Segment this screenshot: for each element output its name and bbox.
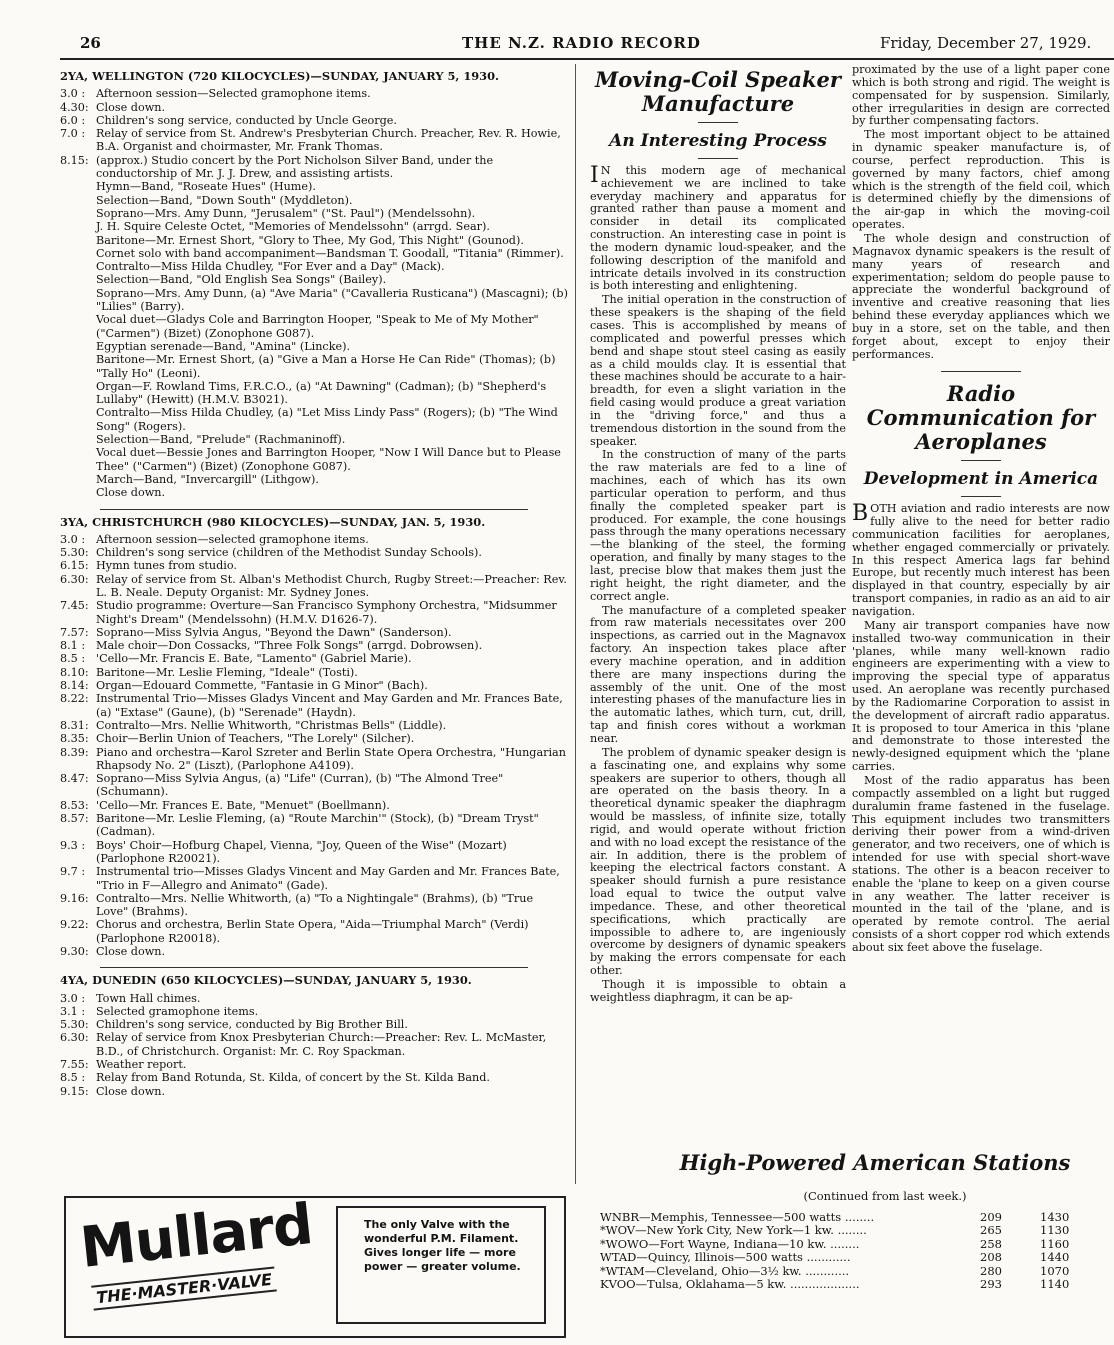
programme-description: Vocal duet—Bessie Jones and Barrington Hooper, "Now I Will Dance but to Please Thee" ("Carmen") (Bizet) (Zonophone G087).	[96, 446, 561, 473]
programme-list	[60, 533, 568, 959]
header-rule	[60, 58, 1114, 60]
article-column-right	[852, 63, 1110, 954]
programme-description: Afternoon session—selected gramophone items.	[96, 532, 369, 546]
station-name: *WTAM—Cleveland, Ohio—3½ kw. ............	[600, 1263, 850, 1278]
ad-tagline: THE·MASTER·VALVE	[91, 1266, 277, 1310]
programme-item	[60, 1071, 568, 1084]
article-paragraph: proximated by the use of a light paper cone which is both strong and rigid. The weight is compensated for by suspension. Similarly, other irregularities in design are corrected by further compensating factors.	[852, 63, 1110, 128]
programme-time: 9.22:	[60, 918, 89, 932]
programme-description: Baritone—Mr. Ernest Short, (a) "Give a Man a Horse He Can Ride" (Thomas); (b) "Tally Ho" (Leoni).	[96, 353, 556, 380]
station-name: WTAD—Quincy, Illinois—500 watts ............	[600, 1250, 851, 1265]
programme-title: 3YA, CHRISTCHURCH (980 KILOCYCLES)—SUNDAY, JAN. 5, 1930.	[60, 514, 486, 529]
programme-description: Relay of service from St. Alban's Methodist Church, Rugby Street:—Preacher: Rev. L. B. Neale. Deputy Organist: Mr. Sydney Jones.	[96, 572, 567, 599]
programme-description: Organ—F. Rowland Tims, F.R.C.O., (a) "At Dawning" (Cadman); (b) "Shepherd's Lullaby" (Hewitt) (H.M.V. B3021).	[96, 379, 547, 407]
programme-description: Soprano—Mrs. Amy Dunn, (a) "Ave Maria" ("Cavalleria Rusticana") (Mascagni); (b) "Lilies" (Barry).	[96, 286, 568, 314]
programme-title: 2YA, WELLINGTON (720 KILOCYCLES)—SUNDAY, JANUARY 5, 1930.	[60, 69, 499, 83]
programme-item	[60, 692, 568, 719]
programme-item	[60, 313, 568, 340]
programme-item	[60, 1018, 568, 1031]
programme-time	[60, 446, 96, 473]
programme-item	[60, 918, 568, 945]
station-metres: 209	[980, 1210, 1002, 1224]
programme-time	[60, 473, 96, 486]
programme-time: 3.1 :	[60, 1004, 86, 1018]
article-subhead: An Interesting Process	[609, 131, 827, 151]
programme-time	[60, 234, 96, 247]
station-kilocycles: 1070	[1040, 1263, 1070, 1278]
programme-description: Vocal duet—Gladys Cole and Barrington Hooper, "Speak to Me of My Mother" ("Carmen") (Bizet) (Zonophone G087).	[96, 313, 539, 340]
programme-description: Instrumental Trio—Misses Gladys Vincent and May Garden and Mr. Frances Bate, (a) "Extase" (Gaune), (b) "Serenade" (Haydn).	[96, 692, 563, 719]
station-name: WNBR—Memphis, Tennessee—500 watts ........	[600, 1210, 875, 1224]
programme-description: Selection—Band, "Down South" (Myddleton).	[96, 193, 353, 207]
programme-time: 8.10:	[60, 665, 89, 679]
programme-item	[60, 626, 568, 639]
article-paragraph: Many air transport companies have now installed two-way communication in their 'planes, while many well-known radio engineers are experimenting with a view to improving the special type of apparatus used. An aeroplane was recently purchased by the Radiomarine Corporation to assist in the development of aircraft radio apparatus. It is proposed to tour America in this 'plane and demonstrate to those interested the newly-designed equipment which the 'plane carries.	[852, 618, 1110, 774]
programme-item	[60, 746, 568, 773]
programme-description: Male choir—Don Cossacks, "Three Folk Songs" (arrgd. Dobrowsen).	[96, 639, 483, 653]
programme-time: 8.22:	[60, 692, 89, 706]
stations-rows	[600, 1211, 1110, 1291]
station-metres: 208	[980, 1250, 1002, 1265]
station-name: *WOV—New York City, New York—1 kw. ........	[600, 1223, 867, 1238]
programme-time	[60, 220, 96, 233]
programme-item	[60, 194, 568, 207]
programme-item	[60, 719, 568, 732]
programme-time	[60, 194, 96, 207]
programme-item	[60, 353, 568, 380]
programme-item	[60, 992, 568, 1005]
programme-time: 9.16:	[60, 891, 89, 905]
programme-description: Afternoon session—Selected gramophone items.	[96, 87, 371, 101]
programme-description: Piano and orchestra—Karol Szreter and Berlin State Opera Orchestra, "Hungarian Rhapsody No. 2" (Liszt), (Parlophone A4109).	[96, 745, 566, 772]
article-subhead: Development in America	[863, 469, 1099, 490]
drop-cap: I	[590, 162, 599, 188]
programme-title: 4YA, DUNEDIN (650 KILOCYCLES)—SUNDAY, JANUARY 5, 1930.	[60, 973, 472, 988]
article-paragraph: I N this modern age of mechanical achievement we are inclined to take everyday machinery and apparatus for granted rather than pause a moment and consider in detail its complicated construction. An interesting case in point is the modern dynamic loud-speaker, and the following description of the manifold and intricate details involved in its construction is both interesting and enlightening.	[590, 162, 846, 293]
programme-item	[60, 406, 568, 433]
programme-description: Children's song service, conducted by Big Brother Bill.	[96, 1018, 408, 1032]
programme-item	[60, 1031, 568, 1058]
subhead-rule	[698, 158, 738, 159]
programme-time: 7.0 :	[60, 127, 86, 141]
masthead-title: THE N.Z. RADIO RECORD	[462, 34, 701, 52]
programme-section	[60, 516, 568, 959]
programme-item	[60, 220, 568, 233]
programme-description: March—Band, "Invercargill" (Lithgow).	[96, 472, 319, 486]
station-metres: 280	[980, 1263, 1002, 1278]
programme-time: 8.39:	[60, 745, 89, 759]
section-divider	[100, 509, 528, 510]
programme-description: Hymn tunes from studio.	[96, 559, 237, 573]
programme-item	[60, 573, 568, 600]
programme-description: Hymn—Band, "Roseate Hues" (Hume).	[96, 180, 316, 194]
station-kilocycles: 1130	[1040, 1223, 1070, 1238]
programme-time: 8.15:	[60, 153, 89, 167]
programme-time: 3.0 :	[60, 532, 86, 546]
station-kilocycles: 1430	[1040, 1210, 1070, 1224]
programme-item	[60, 127, 568, 154]
subhead-rule	[961, 496, 1001, 497]
programme-time	[60, 273, 96, 286]
programme-description: Chorus and orchestra, Berlin State Opera, "Aida—Triumphal March" (Verdi) (Parlophone R20018).	[96, 918, 529, 945]
programme-item	[60, 945, 568, 958]
programme-description: (approx.) Studio concert by the Port Nicholson Silver Band, under the conductorship of Mr. J. J. Drew, and assisting artists.	[96, 153, 494, 181]
programme-item	[60, 247, 568, 260]
station-kilocycles: 1440	[1040, 1250, 1070, 1265]
station-row	[600, 1238, 1110, 1251]
programme-time: 8.31:	[60, 718, 89, 732]
programme-item	[60, 559, 568, 572]
programme-item	[60, 234, 568, 247]
stations-table	[600, 1150, 1110, 1291]
programme-time: 8.5 :	[60, 652, 86, 666]
mullard-advertisement	[64, 1192, 566, 1338]
programme-item	[60, 679, 568, 692]
programme-item	[60, 273, 568, 286]
programme-time	[60, 260, 96, 273]
programme-description: Town Hall chimes.	[96, 991, 201, 1005]
article-paragraph: The whole design and construction of Magnavox dynamic speakers is the result of many years of research and experimentation; seldom do people pause to appreciate the wonderful background of inventive and creative reasoning that lies behind these everyday appliances which we buy in a store, set on the table, and then forget about, except to enjoy their performances.	[852, 231, 1110, 361]
programme-time	[60, 406, 96, 433]
programme-description: Contralto—Mrs. Nellie Whitworth, "Christmas Bells" (Liddle).	[96, 718, 447, 732]
programme-description: J. H. Squire Celeste Octet, "Memories of Mendelssohn" (arrgd. Sear).	[96, 220, 490, 234]
programme-time	[60, 207, 96, 220]
station-metres: 265	[980, 1223, 1002, 1238]
programme-time: 8.14:	[60, 679, 89, 693]
programme-list	[60, 87, 568, 499]
programme-item	[60, 865, 568, 892]
programme-item	[60, 180, 568, 193]
mullard-logo: Mullard	[77, 1192, 316, 1281]
programme-description: Contralto—Miss Hilda Chudley, "For Ever and a Day" (Mack).	[96, 260, 445, 274]
programme-time: 8.57:	[60, 812, 89, 826]
programme-time: 6.0 :	[60, 113, 86, 127]
programme-section	[60, 974, 568, 1098]
page-number: 26	[80, 34, 101, 52]
programme-description: 'Cello—Mr. Francis E. Bate, "Lamento" (Gabriel Marie).	[96, 652, 412, 666]
programme-item	[60, 380, 568, 407]
station-name: *WOWO—Fort Wayne, Indiana—10 kw. ........	[600, 1236, 860, 1251]
section-divider	[100, 967, 528, 968]
article-paragraph: BOTH aviation and radio interests are now fully alive to the need for better radio communication facilities for aeroplanes, whether engaged commercially or privately. In this respect America lags far behind Europe, but recently much interest has been displayed in that country, especially by air transport companies, in radio as an aid to air navigation.	[852, 501, 1110, 618]
article-paragraph: The manufacture of a completed speaker from raw materials necessitates over 200 inspections, as carried out in the Magnavox factory. An inspection takes place after every machine operation, and in addition there are many inspections during the assembly of the unit. One of the most interesting phases of the manufacture lies in the automatic lathes, which turn, cut, drill, tap and finish cores without a workman near.	[590, 603, 846, 745]
programme-item	[60, 446, 568, 473]
programme-description: Choir—Berlin Union of Teachers, "The Lorely" (Silcher).	[96, 732, 415, 746]
programme-time: 5.30:	[60, 546, 89, 560]
programme-time: 3.0 :	[60, 87, 86, 101]
programme-description: Children's song service (children of the Methodist Sunday Schools).	[96, 546, 482, 560]
programme-description: Relay of service from Knox Presbyterian Church:—Preacher: Rev. L. McMaster, B.D., of Christchurch. Organist: Mr. C. Roy Spackman.	[96, 1031, 547, 1058]
programme-time	[60, 247, 96, 260]
programme-description: Selected gramophone items.	[96, 1004, 259, 1018]
programme-description: Relay from Band Rotunda, St. Kilda, of concert by the St. Kilda Band.	[96, 1071, 490, 1085]
programme-time: 8.5 :	[60, 1071, 86, 1085]
programme-description: Baritone—Mr. Ernest Short, "Glory to Thee, My God, This Night" (Gounod).	[96, 233, 524, 247]
programme-time	[60, 433, 96, 446]
article-headline: Moving-Coil Speaker Manufacture	[595, 67, 841, 116]
programme-item	[60, 812, 568, 839]
programme-list	[60, 992, 568, 1098]
programme-item	[60, 114, 568, 127]
article-paragraph: The most important object to be attained in dynamic speaker manufacture is, of course, perfect reproduction. This is governed by many factors, chief among which is the strength of the field coil, which is determined chiefly by the dimensions of the air-gap in which the moving-coil operates.	[852, 128, 1110, 232]
headline-rule	[961, 460, 1001, 461]
station-row	[600, 1251, 1110, 1264]
station-row	[600, 1265, 1110, 1278]
programme-description: Relay of service from St. Andrew's Presbyterian Church. Preacher, Rev. R. Howie, B.A. Organist and choirmaster, Mr. Frank Thomas.	[96, 127, 561, 154]
programme-description: Selection—Band, "Prelude" (Rachmaninoff).	[96, 433, 346, 447]
programme-time: 8.53:	[60, 798, 89, 812]
programme-column	[60, 64, 568, 1184]
programme-item	[60, 732, 568, 745]
stations-headline: High-Powered American Stations	[679, 1150, 1071, 1175]
programme-time: 7.55:	[60, 1058, 89, 1072]
programme-description: Selection—Band, "Old English Sea Songs" (Bailey).	[96, 273, 387, 287]
station-metres: 258	[980, 1236, 1002, 1251]
programme-item	[60, 340, 568, 353]
article-headline: Radio Communication for Aeroplanes	[866, 381, 1096, 455]
programme-time: 4.30:	[60, 100, 89, 114]
programme-description: Close down.	[96, 945, 166, 958]
programme-time: 8.35:	[60, 732, 89, 746]
programme-item	[60, 101, 568, 114]
article-speaker	[590, 64, 846, 1144]
programme-time: 6.30:	[60, 572, 89, 586]
programme-item	[60, 433, 568, 446]
programme-description: Close down.	[96, 486, 166, 500]
programme-item	[60, 546, 568, 559]
article-paragraph: The initial operation in the construction of these speakers is the shaping of the field cases. This is accomplished by means of complicated and powerful presses which bend and shape stout steel casing as easily as a child moulds clay. It is essential that these machines should be accurate to a hair-breadth, for even a slight variation in the field casing would produce a great variation in the "driving force," and thus a tremendous distortion in the sound from the speaker.	[590, 293, 846, 448]
programme-item	[60, 1058, 568, 1071]
station-row	[600, 1278, 1110, 1291]
programme-time	[60, 287, 96, 314]
article-paragraph: The problem of dynamic speaker design is a fascinating one, and explains why some speakers are superior to others, though all are operated on the basis theory. In a theoretical dynamic speaker the diaphragm would be massless, of infinite size, totally rigid, and would operate without friction and with no load except the resistance of the air. In addition, there is the problem of keeping the electrical factors constant. A speaker should furnish a pure resistance load equal to twice the output valve impedance. These, and other theoretical specifications, which practically are impossible to adhere to, are ingeniously overcome by designers of dynamic speakers by making the errors compensate for each other.	[590, 745, 846, 978]
programme-item	[60, 639, 568, 652]
programme-description: Cornet solo with band accompaniment—Bandsman T. Goodall, "Titania" (Rimmer).	[96, 246, 564, 260]
programme-time: 7.57:	[60, 625, 89, 639]
programme-time: 8.47:	[60, 772, 89, 786]
programme-description: Studio programme: Overture—San Francisco Symphony Orchestra, "Midsummer Night's Dream" (Mendelssohn) (H.M.V. D1626-7).	[96, 599, 557, 626]
programme-item	[60, 154, 568, 181]
programme-item	[60, 533, 568, 546]
station-name: KVOO—Tulsa, Oklahama—5 kw. ...................	[600, 1277, 860, 1292]
programme-time: 6.30:	[60, 1031, 89, 1045]
programme-time	[60, 380, 96, 407]
programme-item	[60, 87, 568, 100]
article-paragraph: In the construction of many of the parts the raw materials are fed to a line of machines, each of which has its own particular operation to perform, and thus finally the completed speaker part is produced. For example, the cone housings pass through the many operations necessary—the blanking of the steel, the forming operation, and finally by many stages to the last, precise blow that makes them just the right height, the right diameter, and the correct angle.	[590, 448, 846, 603]
article-paragraph: Most of the radio apparatus has been compactly assembled on a light but rugged duralumin frame fastened in the fuselage. This equipment includes two transmitters deriving their power from a wind-driven generator, and two receivers, one of which is intended for use with special short-wave stations. The other is a beacon receiver to enable the 'plane to keep on a given course in any weather. The latter receiver is mounted in the tail of the 'plane, and is operated by remote control. The aerial consists of a short copper rod which extends about six feet above the fuselage.	[852, 773, 1110, 954]
programme-description: Close down.	[96, 1084, 166, 1098]
programme-description: Soprano—Miss Sylvia Angus, "Beyond the Dawn" (Sanderson).	[96, 625, 452, 639]
programme-description: Egyptian serenade—Band, "Amina" (Lincke).	[96, 339, 351, 353]
programme-description: Children's song service, conducted by Uncle George.	[96, 113, 397, 127]
programme-item	[60, 772, 568, 799]
programme-time: 7.45:	[60, 599, 89, 613]
programme-description: Instrumental trio—Misses Gladys Vincent and May Garden and Mr. Frances Bate, "Trio in F—Allegro and Animato" (Gade).	[96, 865, 560, 892]
article-paragraph: Though it is impossible to obtain a weightless diaphragm, it can be ap-	[590, 978, 846, 1004]
programme-description: Soprano—Miss Sylvia Angus, (a) "Life" (Curran), (b) "The Almond Tree" (Schumann).	[96, 772, 504, 799]
programme-item	[60, 799, 568, 812]
station-metres: 293	[980, 1277, 1002, 1292]
programme-item	[60, 1005, 568, 1018]
ad-copy: The only Valve with the wonderful P.M. Filament. Gives longer life — more power — greater volume.	[336, 1206, 546, 1324]
programme-item	[60, 287, 568, 314]
programme-time	[60, 486, 96, 499]
programme-item	[60, 473, 568, 486]
station-kilocycles: 1160	[1040, 1236, 1070, 1251]
programme-item	[60, 486, 568, 499]
programme-item	[60, 839, 568, 866]
programme-item	[60, 260, 568, 273]
programme-section	[60, 70, 568, 500]
programme-description: Weather report.	[96, 1058, 187, 1072]
programme-item	[60, 666, 568, 679]
programme-description: 'Cello—Mr. Frances E. Bate, "Menuet" (Boellmann).	[96, 798, 390, 812]
programme-item	[60, 1085, 568, 1098]
programme-description: Contralto—Mrs. Nellie Whitworth, (a) "To a Nightingale" (Brahms), (b) "True Love" (Brahms).	[96, 891, 534, 919]
programme-time	[60, 353, 96, 380]
programme-description: Baritone—Mr. Leslie Fleming, (a) "Route Marchin'" (Stock), (b) "Dream Tryst" (Cadman).	[96, 812, 539, 839]
programme-item	[60, 599, 568, 626]
headline-rule	[698, 122, 738, 123]
programme-time	[60, 340, 96, 353]
programme-description: Baritone—Mr. Leslie Fleming, "Ideale" (Tosti).	[96, 665, 358, 679]
drop-cap: B	[852, 501, 869, 527]
station-row	[600, 1211, 1110, 1224]
article-end-rule	[941, 371, 1021, 372]
programme-time: 9.30:	[60, 945, 89, 958]
column-rule	[575, 64, 576, 1184]
programme-item	[60, 892, 568, 919]
programme-time: 6.15:	[60, 559, 89, 573]
programme-description: Soprano—Mrs. Amy Dunn, "Jerusalem" ("St. Paul") (Mendelssohn).	[96, 206, 476, 220]
programme-time: 9.15:	[60, 1084, 89, 1098]
programme-time: 5.30:	[60, 1018, 89, 1032]
station-kilocycles: 1140	[1040, 1277, 1070, 1292]
programme-time: 8.1 :	[60, 639, 86, 653]
programme-description: Close down.	[96, 100, 166, 114]
programme-time: 3.0 :	[60, 991, 86, 1005]
programme-description: Organ—Edouard Commette, "Fantasie in G Minor" (Bach).	[96, 679, 428, 693]
programme-item	[60, 207, 568, 220]
stations-continued-note: (Continued from last week.)	[803, 1189, 967, 1203]
programme-description: Contralto—Miss Hilda Chudley, (a) "Let Miss Lindy Pass" (Rogers); (b) "The Wind Song" (Rogers).	[96, 406, 558, 433]
programme-time	[60, 180, 96, 193]
programme-description: Boys' Choir—Hofburg Chapel, Vienna, "Joy, Queen of the Wise" (Mozart) (Parlophone R20021).	[96, 838, 507, 865]
programme-time	[60, 313, 96, 340]
programme-item	[60, 652, 568, 665]
issue-date: Friday, December 27, 1929.	[880, 34, 1092, 52]
station-row	[600, 1224, 1110, 1237]
programme-time: 9.7 :	[60, 865, 86, 879]
programme-time: 9.3 :	[60, 838, 86, 852]
